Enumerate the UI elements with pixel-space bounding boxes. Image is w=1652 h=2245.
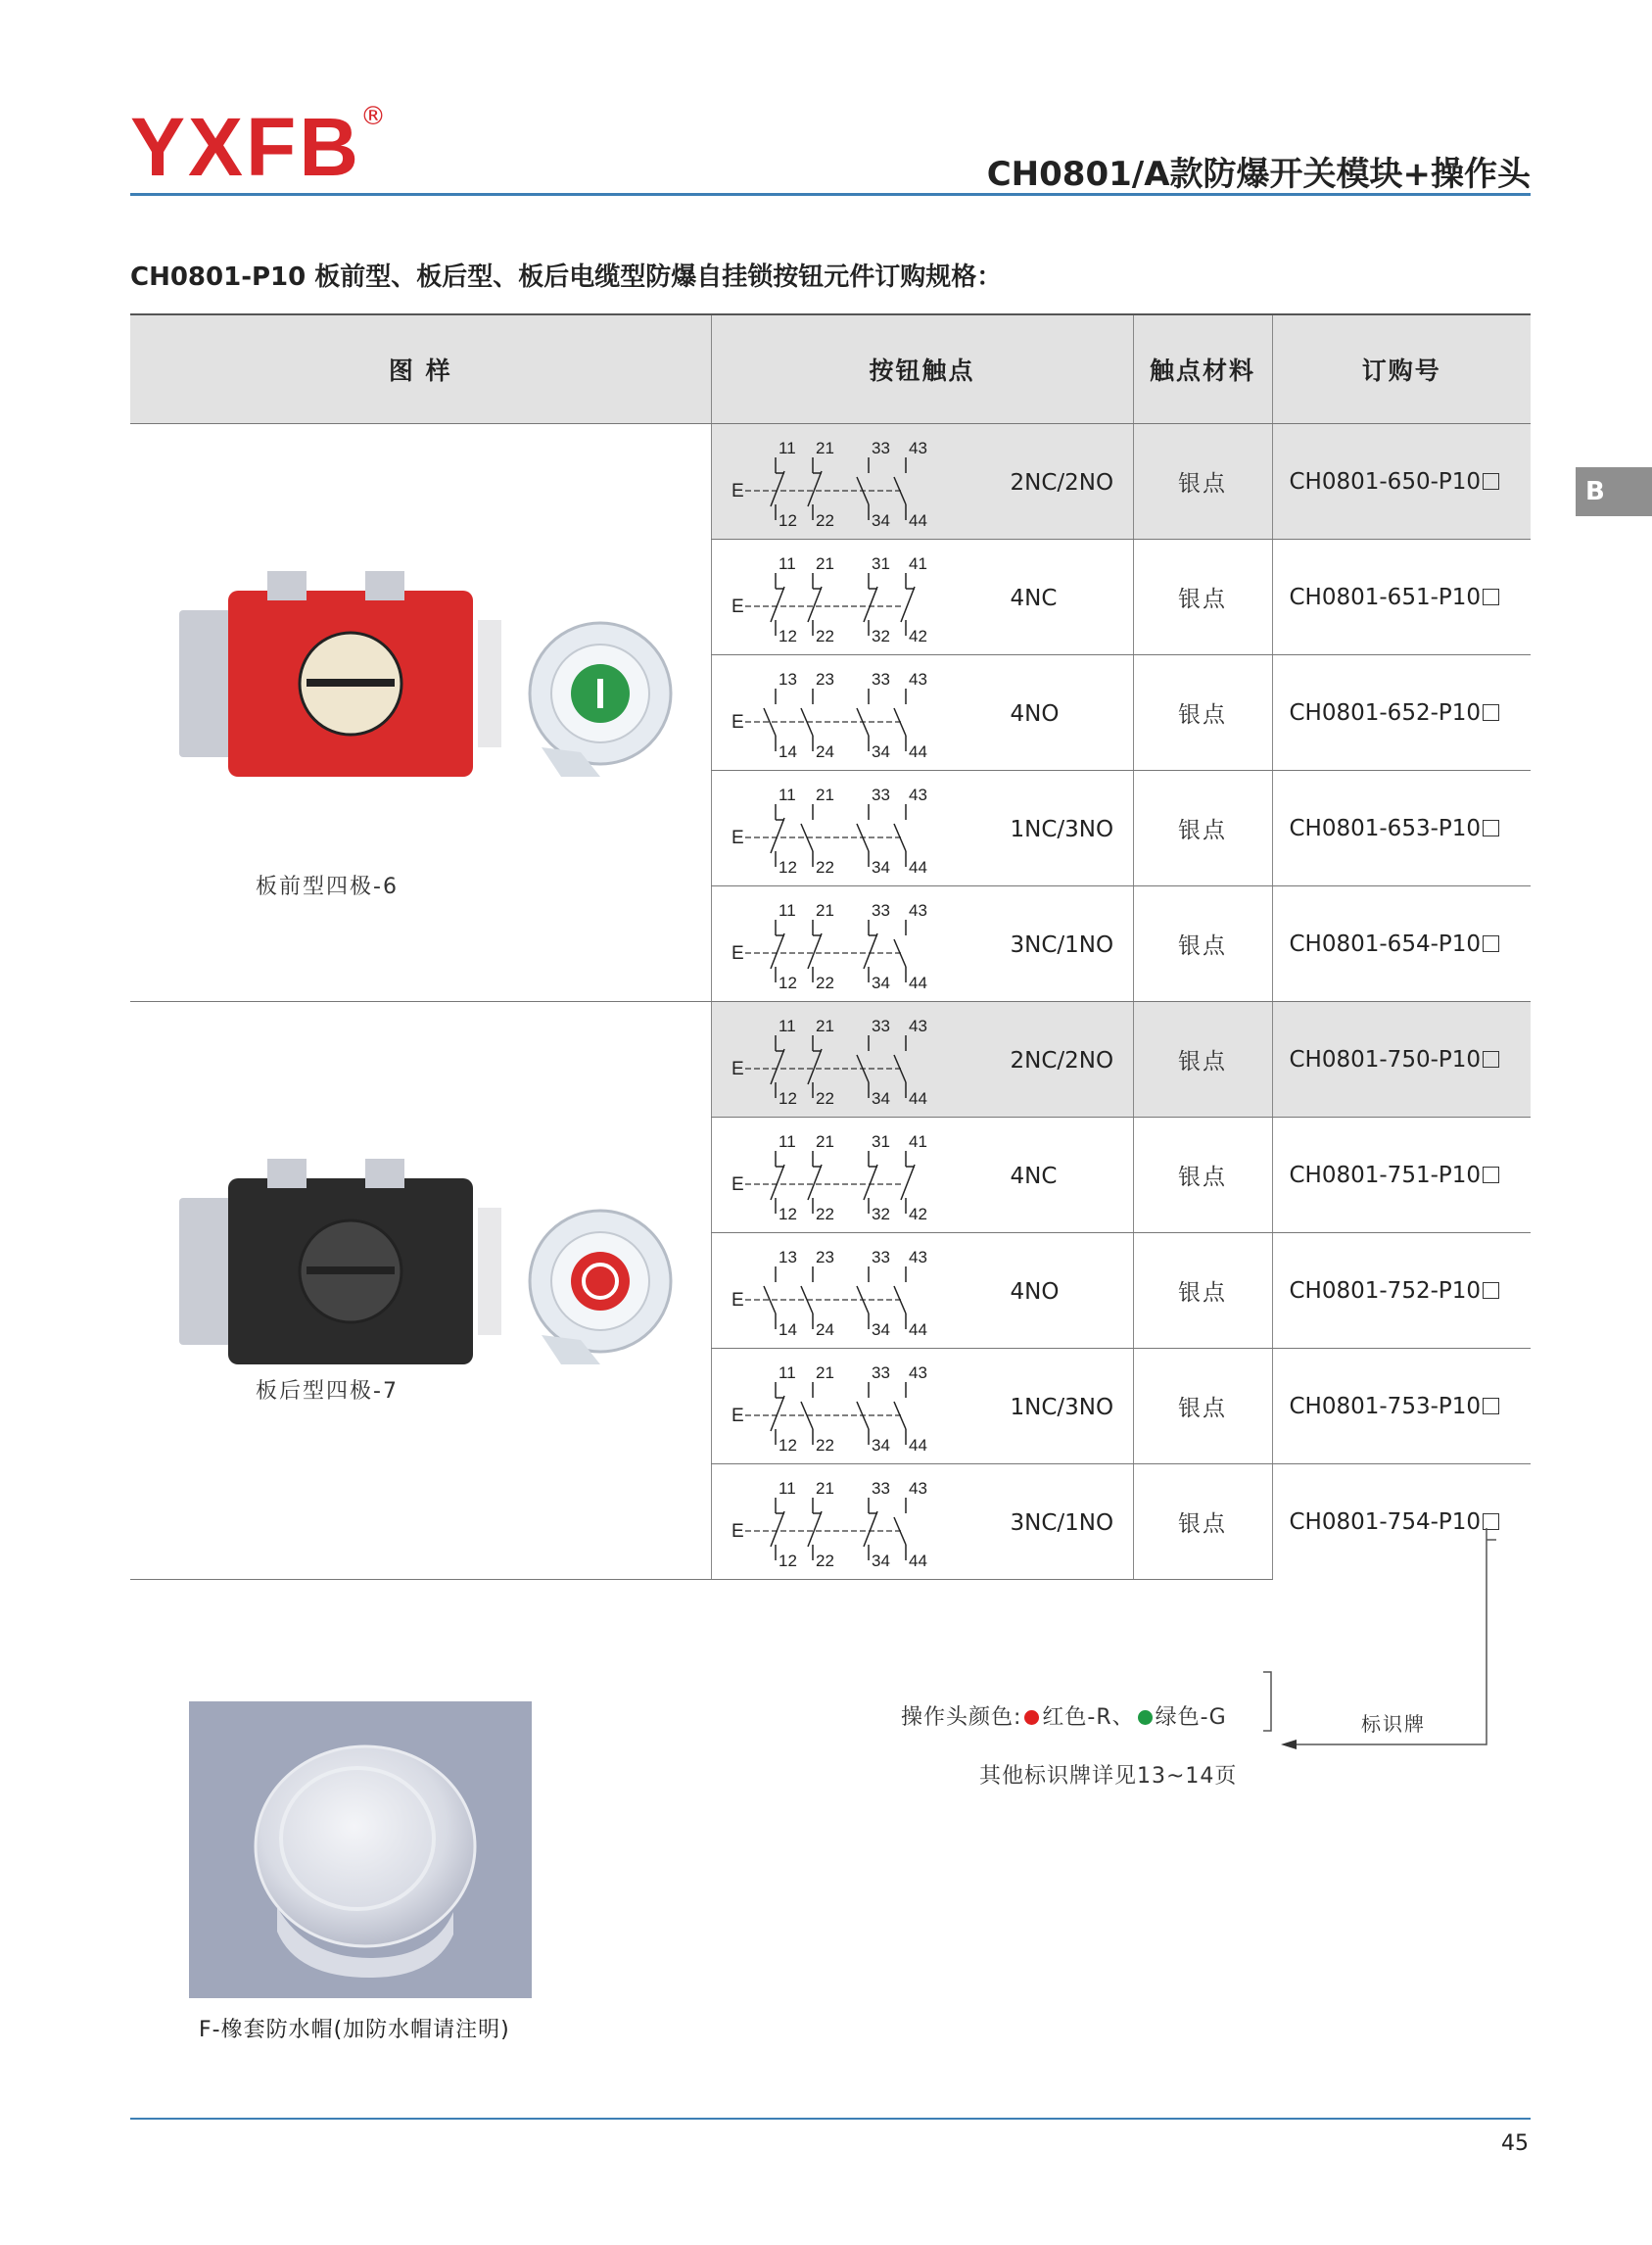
contact-cell <box>711 886 1133 1002</box>
contact-material: 银点 <box>1133 655 1272 771</box>
contact-diagram <box>732 1014 1006 1108</box>
order-number: CH0801-650-P10 <box>1289 468 1482 495</box>
section-title: CH0801-P10 板前型、板后型、板后电缆型防爆自挂锁按钮元件订购规格： <box>130 263 1003 292</box>
order-number: CH0801-753-P10 <box>1289 1393 1482 1419</box>
contact-material: 银点 <box>1133 771 1272 886</box>
contact-material: 银点 <box>1133 1002 1272 1118</box>
rear-panel-switch-icon <box>169 1159 679 1394</box>
option-box-icon <box>1483 1398 1499 1414</box>
legend-green: 绿色-G <box>1155 1705 1227 1730</box>
terminal-bottom-label: 14 <box>778 742 797 761</box>
order-number: CH0801-654-P10 <box>1289 931 1482 957</box>
header-image: 图 样 <box>130 314 711 424</box>
contact-material: 银点 <box>1133 1464 1272 1580</box>
terminal-top-label: 33 <box>871 1017 890 1035</box>
terminal-top-label: 23 <box>815 1248 834 1266</box>
product-caption: 板后型四极-7 <box>256 1379 399 1404</box>
terminal-bottom-label: 12 <box>778 858 797 877</box>
option-box-icon <box>1483 1051 1499 1068</box>
terminal-bottom-label: 22 <box>815 1436 834 1455</box>
contact-cell <box>711 1002 1133 1118</box>
terminal-bottom-label: 34 <box>871 1552 890 1570</box>
diagram-e-label: E <box>731 1406 744 1426</box>
contact-cell <box>711 1118 1133 1233</box>
contact-material: 银点 <box>1133 1118 1272 1233</box>
contact-diagram <box>732 783 1006 877</box>
diagram-e-label: E <box>731 1521 744 1542</box>
contact-cell <box>711 655 1133 771</box>
terminal-bottom-label: 12 <box>778 511 797 530</box>
contact-type: 1NC/3NO <box>1010 817 1114 842</box>
terminal-bottom-label: 34 <box>871 1436 890 1455</box>
front-panel-switch-icon <box>169 571 679 806</box>
terminal-bottom-label: 32 <box>871 627 890 645</box>
terminal-top-label: 11 <box>778 901 796 920</box>
page-title: CH0801/A款防爆开关模块+操作头 <box>986 155 1531 194</box>
diagram-e-label: E <box>731 943 744 964</box>
terminal-top-label: 31 <box>871 1132 890 1151</box>
contact-diagram <box>732 1129 1006 1223</box>
order-number-cell <box>1272 424 1531 540</box>
terminal-top-label: 11 <box>778 1017 796 1035</box>
terminal-bottom-label: 44 <box>908 1436 927 1455</box>
terminal-top-label: 21 <box>815 786 834 804</box>
terminal-bottom-label: 12 <box>778 627 797 645</box>
terminal-top-label: 43 <box>908 1248 927 1266</box>
terminal-top-label: 21 <box>815 901 834 920</box>
order-number-cell <box>1272 1233 1531 1349</box>
contact-diagram <box>732 667 1006 761</box>
order-number: CH0801-651-P10 <box>1289 584 1482 610</box>
contact-type: 4NO <box>1010 1279 1060 1305</box>
contact-type: 2NC/2NO <box>1010 470 1114 496</box>
diagram-e-label: E <box>731 712 744 733</box>
table-header-row <box>130 314 1531 424</box>
contact-type: 2NC/2NO <box>1010 1048 1114 1074</box>
terminal-top-label: 13 <box>778 670 797 689</box>
terminal-bottom-label: 42 <box>908 627 927 645</box>
terminal-top-label: 43 <box>908 670 927 689</box>
terminal-top-label: 33 <box>871 1248 890 1266</box>
terminal-top-label: 11 <box>778 786 796 804</box>
label-plate-text: 标识牌 <box>1361 1712 1426 1736</box>
diagram-e-label: E <box>731 481 744 502</box>
header-divider <box>130 193 1531 196</box>
contact-material: 银点 <box>1133 424 1272 540</box>
order-number: CH0801-751-P10 <box>1289 1162 1482 1188</box>
brand-logo: YXFB <box>130 101 362 193</box>
contact-material: 银点 <box>1133 1349 1272 1464</box>
order-number-cell <box>1272 1349 1531 1464</box>
terminal-top-label: 11 <box>778 1363 796 1382</box>
contact-type: 3NC/1NO <box>1010 1510 1114 1536</box>
terminal-top-label: 21 <box>815 1017 834 1035</box>
terminal-bottom-label: 12 <box>778 1436 797 1455</box>
section-tab[interactable]: B <box>1576 467 1652 516</box>
contact-cell <box>711 771 1133 886</box>
terminal-bottom-label: 22 <box>815 858 834 877</box>
terminal-top-label: 33 <box>871 786 890 804</box>
contact-type: 4NC <box>1010 1164 1058 1189</box>
terminal-top-label: 43 <box>908 1479 927 1498</box>
terminal-bottom-label: 34 <box>871 858 890 877</box>
table-row <box>130 424 1531 540</box>
legend-red: 红色-R、 <box>1042 1705 1135 1730</box>
terminal-bottom-label: 44 <box>908 511 927 530</box>
terminal-top-label: 33 <box>871 1363 890 1382</box>
terminal-bottom-label: 44 <box>908 1089 927 1108</box>
other-labels-note: 其他标识牌详见13~14页 <box>979 1764 1238 1789</box>
order-number-cell <box>1272 1002 1531 1118</box>
product-image-cell <box>130 1002 711 1580</box>
product-photo <box>169 571 679 806</box>
page-number: 45 <box>1501 2131 1529 2156</box>
terminal-bottom-label: 14 <box>778 1320 797 1339</box>
terminal-bottom-label: 34 <box>871 1089 890 1108</box>
terminal-top-label: 33 <box>871 1479 890 1498</box>
terminal-bottom-label: 12 <box>778 1205 797 1223</box>
registered-mark: ® <box>360 102 386 131</box>
terminal-top-label: 13 <box>778 1248 797 1266</box>
product-caption: 板前型四极-6 <box>256 875 399 899</box>
option-box-icon <box>1483 1167 1499 1183</box>
terminal-top-label: 33 <box>871 670 890 689</box>
order-spec-table <box>130 313 1531 1580</box>
order-number-cell <box>1272 540 1531 655</box>
order-number: CH0801-754-P10 <box>1289 1508 1482 1535</box>
order-number: CH0801-652-P10 <box>1289 699 1482 726</box>
terminal-bottom-label: 12 <box>778 1552 797 1570</box>
option-box-icon <box>1483 704 1499 721</box>
contact-cell <box>711 1464 1133 1580</box>
contact-diagram <box>732 1361 1006 1455</box>
terminal-bottom-label: 44 <box>908 974 927 992</box>
head-color-legend <box>901 1700 1227 1731</box>
contact-diagram <box>732 1476 1006 1570</box>
green-dot-icon <box>1138 1710 1153 1725</box>
header-order-no: 订购号 <box>1272 314 1531 424</box>
option-box-icon <box>1483 473 1499 490</box>
terminal-bottom-label: 22 <box>815 974 834 992</box>
terminal-bottom-label: 12 <box>778 1089 797 1108</box>
terminal-bottom-label: 42 <box>908 1205 927 1223</box>
contact-type: 3NC/1NO <box>1010 932 1114 958</box>
diagram-e-label: E <box>731 828 744 848</box>
diagram-e-label: E <box>731 1290 744 1311</box>
terminal-top-label: 41 <box>908 1132 927 1151</box>
contact-material: 银点 <box>1133 540 1272 655</box>
contact-diagram <box>732 436 1006 530</box>
red-dot-icon <box>1024 1710 1039 1725</box>
contact-diagram <box>732 898 1006 992</box>
order-number: CH0801-750-P10 <box>1289 1046 1482 1073</box>
terminal-bottom-label: 22 <box>815 511 834 530</box>
terminal-bottom-label: 24 <box>815 742 834 761</box>
terminal-top-label: 43 <box>908 901 927 920</box>
order-number: CH0801-752-P10 <box>1289 1277 1482 1304</box>
legend-prefix: 操作头颜色: <box>901 1705 1022 1730</box>
terminal-top-label: 31 <box>871 554 890 573</box>
option-box-icon <box>1483 820 1499 836</box>
terminal-top-label: 33 <box>871 901 890 920</box>
option-box-icon <box>1483 589 1499 605</box>
contact-material: 银点 <box>1133 1233 1272 1349</box>
terminal-bottom-label: 44 <box>908 1552 927 1570</box>
terminal-bottom-label: 22 <box>815 627 834 645</box>
option-box-icon <box>1483 1282 1499 1299</box>
terminal-top-label: 11 <box>778 1132 796 1151</box>
terminal-top-label: 11 <box>778 1479 796 1498</box>
contact-cell <box>711 540 1133 655</box>
diagram-e-label: E <box>731 597 744 617</box>
contact-type: 4NC <box>1010 586 1058 611</box>
order-number-cell <box>1272 886 1531 1002</box>
waterproof-cap-icon <box>189 1701 532 1998</box>
terminal-top-label: 11 <box>778 439 796 457</box>
contact-diagram <box>732 551 1006 645</box>
contact-type: 1NC/3NO <box>1010 1395 1114 1420</box>
waterproof-cap-caption: F-橡套防水帽(加防水帽请注明) <box>199 2018 510 2042</box>
terminal-top-label: 41 <box>908 554 927 573</box>
terminal-bottom-label: 22 <box>815 1552 834 1570</box>
terminal-bottom-label: 24 <box>815 1320 834 1339</box>
terminal-bottom-label: 12 <box>778 974 797 992</box>
order-number-cell <box>1272 771 1531 886</box>
terminal-bottom-label: 22 <box>815 1089 834 1108</box>
terminal-bottom-label: 34 <box>871 974 890 992</box>
terminal-top-label: 21 <box>815 439 834 457</box>
terminal-top-label: 21 <box>815 554 834 573</box>
terminal-bottom-label: 44 <box>908 1320 927 1339</box>
terminal-bottom-label: 32 <box>871 1205 890 1223</box>
terminal-top-label: 43 <box>908 1017 927 1035</box>
header-material: 触点材料 <box>1133 314 1272 424</box>
contact-cell <box>711 1349 1133 1464</box>
terminal-top-label: 23 <box>815 670 834 689</box>
terminal-bottom-label: 34 <box>871 1320 890 1339</box>
terminal-bottom-label: 44 <box>908 858 927 877</box>
terminal-top-label: 43 <box>908 786 927 804</box>
contact-type: 4NO <box>1010 701 1060 727</box>
terminal-top-label: 21 <box>815 1132 834 1151</box>
waterproof-cap-photo <box>189 1701 532 1998</box>
terminal-top-label: 43 <box>908 439 927 457</box>
table-row <box>130 1002 1531 1118</box>
header-contacts: 按钮触点 <box>711 314 1133 424</box>
terminal-top-label: 43 <box>908 1363 927 1382</box>
terminal-bottom-label: 44 <box>908 742 927 761</box>
terminal-bottom-label: 34 <box>871 511 890 530</box>
order-number: CH0801-653-P10 <box>1289 815 1482 841</box>
diagram-e-label: E <box>731 1174 744 1195</box>
order-number-cell <box>1272 655 1531 771</box>
product-photo <box>169 1159 679 1394</box>
product-image-cell <box>130 424 711 1002</box>
footer-divider <box>130 2118 1531 2120</box>
option-box-icon <box>1483 935 1499 952</box>
terminal-bottom-label: 22 <box>815 1205 834 1223</box>
terminal-top-label: 21 <box>815 1479 834 1498</box>
contact-diagram <box>732 1245 1006 1339</box>
terminal-top-label: 11 <box>778 554 796 573</box>
contact-cell <box>711 1233 1133 1349</box>
contact-material: 银点 <box>1133 886 1272 1002</box>
contact-cell <box>711 424 1133 540</box>
terminal-top-label: 21 <box>815 1363 834 1382</box>
terminal-top-label: 33 <box>871 439 890 457</box>
terminal-bottom-label: 34 <box>871 742 890 761</box>
diagram-e-label: E <box>731 1059 744 1079</box>
order-number-cell <box>1272 1118 1531 1233</box>
